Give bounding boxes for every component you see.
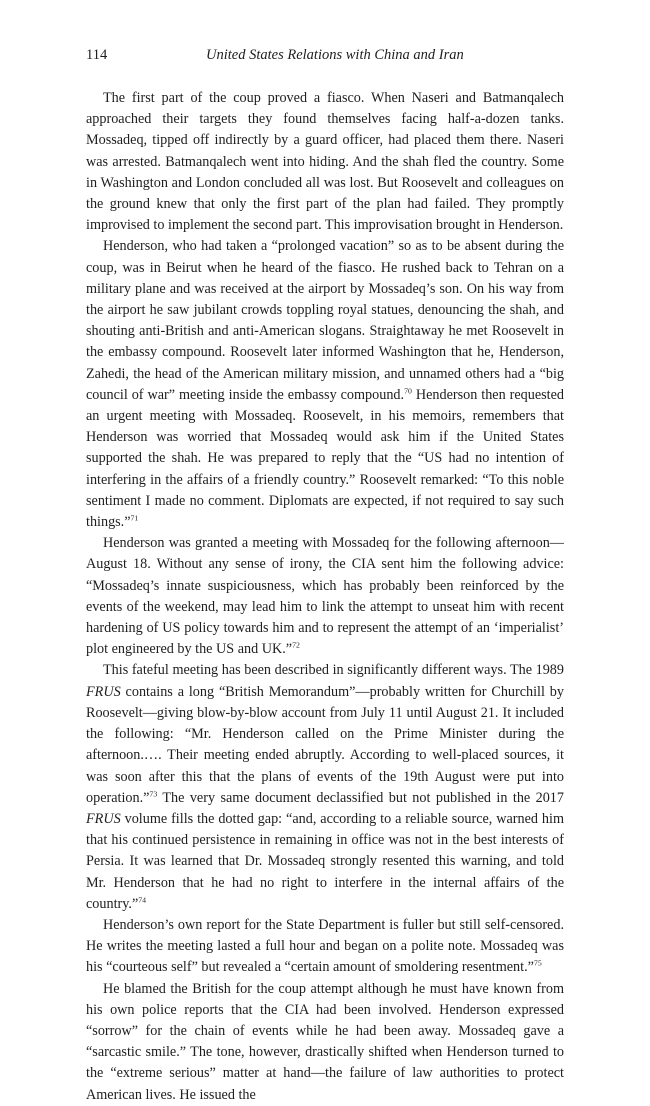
paragraph-4-text-d: volume fills the dotted gap: “and, according to a reliable source, warned him that his continued persistence in remaining in office was not in the best interests of Persia. It was learned that Dr. Mossadeq strongly resented this warning, and told Mr. Henderson that he had no right to interfere in the internal affairs of the country.”: [86, 810, 564, 912]
footnote-ref-75[interactable]: 75: [533, 958, 542, 968]
frus-title-1: FRUS: [86, 683, 121, 700]
body-text: [86, 88, 564, 1106]
paragraph-6-text: He blamed the British for the coup attempt although he must have known from his own police reports that the CIA had been involved. Henderson expressed “sorrow” for the chain of events while he had been away. Mossadeq gave a “sarcastic smile.” The tone, however, drastically shifted when Henderson turned to the “extreme serious” matter at hand—the failure of law authorities to protect American lives. He issued the: [86, 980, 564, 1103]
paragraph-3-text-a: Henderson was granted a meeting with Mossadeq for the following afternoon—August 18. Without any sense of irony, the CIA sent him the following advice: “Mossadeq’s innate suspiciousness, which has probably been reinforced by the events of the weekend, may lead him to link the attempt to unseat him with recent hardening of US policy towards him and to represent the attempt of an ‘imperialist’ plot engineered by the US and UK.”: [86, 535, 564, 658]
paragraph-4: [86, 660, 564, 914]
paragraph-6: [86, 979, 564, 1106]
paragraph-2: [86, 236, 564, 533]
paragraph-4-text-a: This fateful meeting has been described in significantly different ways. The 1989: [103, 662, 564, 679]
footnote-ref-72[interactable]: 72: [292, 640, 300, 650]
paragraph-2-text-b: Henderson then requested an urgent meeting with Mossadeq. Roosevelt, in his memoirs, remembers that Henderson was worried that Mossadeq would ask him if the United States supported the shah. He was prepared to reply that the “US had no intention of interfering in the affairs of a friendly country.” Roosevelt remarked: “To this noble sentiment I made no comment. Diplomats are expected, if not required to say such things.”: [86, 386, 564, 531]
paragraph-1: [86, 88, 564, 236]
paragraph-2-text-a: Henderson, who had taken a “prolonged vacation” so as to be absent during the coup, was in Beirut when he heard of the fiasco. He rushed back to Tehran on a military plane and was received at the airport by Mossadeq’s son. On his way from the airport he saw jubilant crowds toppling royal statues, denouncing the shah, and shouting anti-British and anti-American slogans. Straightaway he met Roosevelt in the embassy compound. Roosevelt later informed Washington that he, Henderson, Zahedi, the head of the American military mission, and unnamed others had a “big council of war” meeting inside the embassy compound.: [86, 238, 564, 403]
paragraph-1-text: The first part of the coup proved a fiasco. When Naseri and Batmanqalech approached their targets they found themselves facing half-a-dozen tanks. Mossadeq, tipped off indirectly by a guard officer, had placed them there. Naseri was arrested. Batmanqalech went into hiding. And the shah fled the country. Some in Washington and London concluded all was lost. But Roosevelt and colleagues on the ground knew that only the first part of the plan had failed. They promptly improvised to implement the second part. This improvisation brought in Henderson.: [86, 90, 564, 234]
footnote-ref-70[interactable]: 70: [404, 386, 412, 396]
page-number: 114: [86, 47, 108, 63]
paragraph-5: [86, 915, 564, 979]
paragraph-4-text-c: The very same document declassified but not published in the 2017: [157, 789, 564, 806]
paragraph-5-text-a: Henderson’s own report for the State Department is fuller but still self-censored. He writes the meeting lasted a full hour and began on a polite note. Mossadeq was his “courteous self” but revealed a “certain amount of smoldering resentment.”: [86, 916, 564, 976]
footnote-ref-74[interactable]: 74: [138, 894, 147, 904]
frus-title-2: FRUS: [86, 810, 121, 827]
footnote-ref-71[interactable]: 71: [130, 513, 139, 523]
running-title: United States Relations with China and Iran: [206, 47, 464, 63]
paragraph-4-text-b: contains a long “British Memorandum”—probably written for Churchill by Roosevelt—giving blow-by-blow account from July 11 until August 21. It included the following: “Mr. Henderson called on the Prime Minister during the afternoon.…. Their meeting ended abruptly. According to well-placed sources, it was soon after this that the plans of events of the 19th August were put into operation.”: [86, 683, 564, 806]
page-header: [86, 44, 564, 66]
footnote-ref-73[interactable]: 73: [149, 788, 158, 798]
paragraph-3: [86, 533, 564, 660]
